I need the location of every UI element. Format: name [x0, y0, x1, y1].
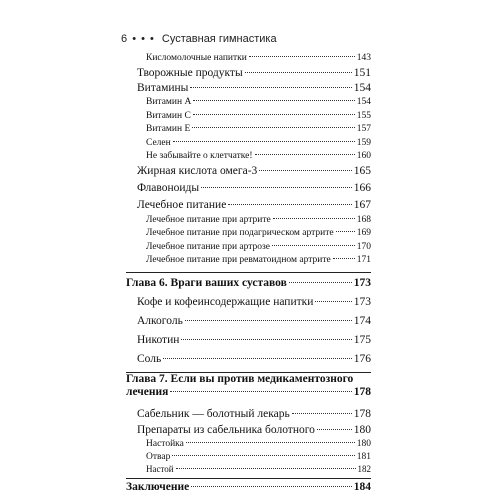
- toc-conclusion-page: 184: [353, 481, 371, 493]
- toc-chapter: [126, 277, 371, 289]
- dot-leader: [191, 486, 352, 487]
- toc-entry: [137, 296, 371, 308]
- toc-entry: [137, 334, 371, 346]
- dot-leader: [245, 72, 352, 73]
- toc-entry-page: 157: [356, 124, 371, 135]
- dot-leader: [317, 429, 352, 430]
- toc-entry-title: Лечебное питание при артрите: [146, 214, 271, 225]
- dot-leader: [228, 204, 351, 205]
- dot-leader: [259, 170, 351, 171]
- toc-entry-title: Кофе и кофеинсодержащие напитки: [137, 296, 314, 309]
- dot-leader: [333, 258, 355, 259]
- dot-leader: [181, 339, 351, 340]
- toc-chapter-title: Глава 6. Враги ваших суставов: [126, 276, 287, 289]
- toc-entry-page: 182: [357, 464, 371, 475]
- toc-entry: [146, 111, 371, 121]
- toc-entry-title: Творожные продукты: [137, 66, 243, 79]
- toc-entry: [137, 408, 371, 420]
- dot-leader: [255, 154, 355, 155]
- dot-leader: [163, 358, 351, 359]
- chapter-divider: [126, 372, 371, 373]
- toc-entry-page: 159: [356, 137, 371, 148]
- toc-entry-title: Кисломолочные напитки: [146, 52, 247, 63]
- toc-entry-title: Лечебное питание: [137, 198, 227, 211]
- toc-entry-title: Селен: [146, 137, 171, 148]
- toc-entry-page: 168: [356, 214, 371, 225]
- toc-entry: [146, 464, 371, 474]
- toc-entry-title: Препараты из сабельника болотного: [137, 424, 315, 436]
- dot-leader: [201, 187, 352, 188]
- toc-entry: [146, 215, 371, 225]
- dot-leader: [172, 455, 354, 456]
- toc-entry: [146, 138, 371, 148]
- toc-entry-page: 165: [353, 165, 371, 178]
- toc-entry: [137, 182, 371, 194]
- dot-leader: [273, 218, 355, 219]
- toc-entry-title: Настой: [146, 464, 174, 475]
- toc-entry: [137, 199, 371, 211]
- toc-entry-page: 180: [353, 424, 371, 436]
- dot-leader: [336, 231, 355, 232]
- toc-entry: [137, 67, 371, 79]
- toc-entry: [146, 255, 371, 265]
- toc-chapter-page: 173: [353, 276, 371, 289]
- dot-leader: [190, 87, 351, 88]
- toc-entry-title: Соль: [137, 353, 162, 366]
- dot-leader: [193, 100, 354, 101]
- dot-leader: [186, 442, 355, 443]
- toc-entry-page: 170: [356, 241, 371, 252]
- header-dots: • • •: [132, 33, 155, 45]
- toc-entry-page: 160: [356, 150, 371, 161]
- toc-entry: [146, 242, 371, 252]
- dot-leader: [185, 320, 352, 321]
- toc-entry-page: 155: [356, 110, 371, 121]
- toc-chapter-page: 178: [353, 386, 371, 399]
- toc-entry-title: Никотин: [137, 334, 180, 347]
- toc-entry-page: 178: [353, 407, 371, 420]
- toc-conclusion-title: Заключение: [126, 481, 190, 493]
- toc-entry: [137, 82, 371, 94]
- toc-entry: [146, 53, 371, 63]
- toc-entry-page: 180: [356, 439, 371, 450]
- toc-entry-page: 151: [353, 66, 371, 79]
- toc-entry-page: 143: [356, 52, 371, 63]
- toc-entry-title: Отвар: [146, 451, 171, 462]
- toc-entry-title: Алкоголь: [137, 315, 183, 328]
- toc-entry: [146, 97, 371, 107]
- toc-chapter-title-line1: Глава 7. Если вы против медикаментозного: [126, 373, 354, 386]
- toc-entry: [137, 424, 371, 436]
- dot-leader: [315, 301, 351, 302]
- page-number: 6: [121, 33, 128, 45]
- toc-entry: [146, 452, 371, 462]
- dot-leader: [249, 56, 355, 57]
- dot-leader: [176, 468, 356, 469]
- toc-entry: [146, 228, 371, 238]
- toc-entry-page: 154: [353, 82, 371, 95]
- toc-entry-page: 154: [356, 97, 371, 108]
- dot-leader: [272, 245, 355, 246]
- toc-entry-page: 167: [353, 198, 371, 211]
- toc-entry: [146, 439, 371, 449]
- toc-entry: [137, 353, 371, 365]
- toc-entry-page: 174: [353, 315, 371, 328]
- toc-conclusion: [126, 481, 371, 493]
- toc-chapter-title-line2: лечения: [126, 386, 169, 399]
- dot-leader: [292, 413, 352, 414]
- toc-entry: [137, 165, 371, 177]
- dot-leader: [173, 141, 355, 142]
- toc-entry-page: 171: [356, 255, 371, 265]
- toc-entry-title: Витамин С: [146, 110, 191, 121]
- dot-leader: [170, 391, 351, 392]
- toc-entry-title: Флавоноиды: [137, 182, 200, 195]
- toc-entry-page: 173: [353, 296, 371, 309]
- toc-entry-page: 176: [353, 353, 371, 366]
- toc-entry-title: Лечебное питание при подагрическом артрите: [146, 228, 334, 239]
- dot-leader: [289, 282, 352, 283]
- toc-entry-title: Жирная кислота омега-3: [137, 165, 258, 178]
- toc-entry-page: 175: [353, 334, 371, 347]
- dot-leader: [192, 127, 354, 128]
- toc-entry-title: Не забывайте о клетчатке!: [146, 150, 253, 161]
- book-title: Суставная гимнастика: [161, 33, 277, 45]
- toc-entry-page: 169: [356, 228, 371, 239]
- chapter-divider: [126, 272, 371, 273]
- toc-chapter: [126, 373, 371, 398]
- toc-entry-title: Витамин А: [146, 97, 192, 108]
- toc-entry-title: Настойка: [146, 439, 184, 450]
- toc-entry-title: Сабельник — болотный лекарь: [137, 407, 290, 420]
- toc-entry: [146, 151, 371, 161]
- toc-entry-title: Лечебное питание при артрозе: [146, 241, 271, 252]
- toc-entry: [137, 315, 371, 327]
- toc-entry: [146, 124, 371, 134]
- toc-entry-page: 166: [353, 182, 371, 195]
- dot-leader: [193, 114, 355, 115]
- toc-entry-page: 181: [356, 451, 371, 462]
- chapter-divider: [126, 478, 371, 479]
- toc-entry-title: Лечебное питание при ревматоидном артрите: [146, 255, 331, 265]
- toc-entry-title: Витамин Е: [146, 124, 191, 135]
- toc-entry-title: Витамины: [137, 82, 189, 95]
